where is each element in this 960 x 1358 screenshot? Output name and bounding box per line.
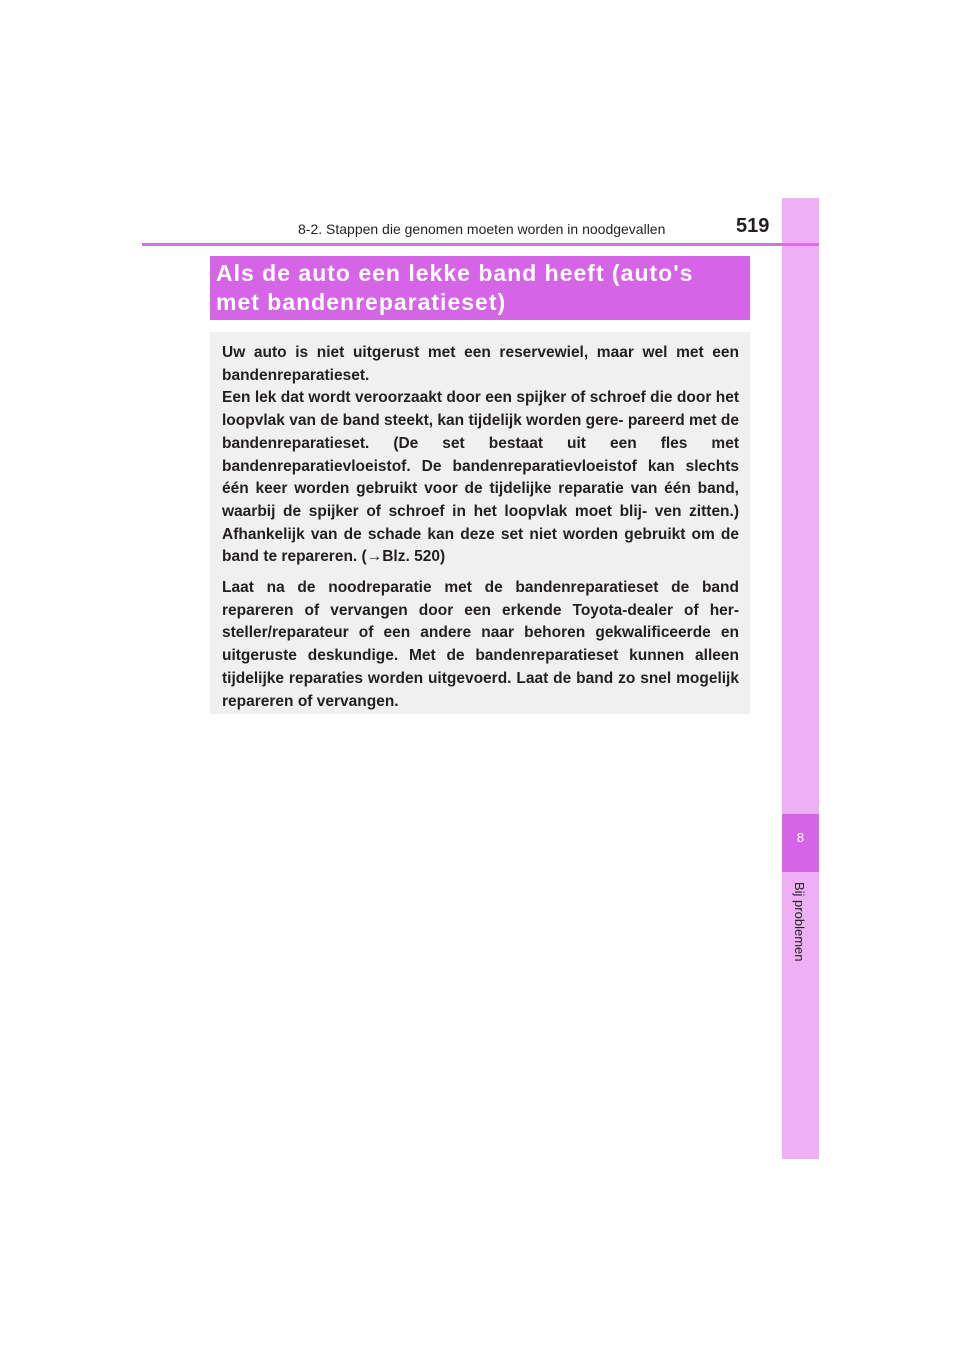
info-paragraph-2: Laat na de noodreparatie met de bandenreparatieset de band repareren of vervangen door een erkende Toyota-dealer of her- steller/reparateur of een andere naar behoren gekwalificeerde en uitgeruste deskundige. Met de bandenreparatieset kunnen alleen tijdelijke reparaties worden uitgevoerd. Laat de band zo snel mogelijk repareren of vervangen. xyxy=(222,579,739,710)
info-intro-text: Uw auto is niet uitgerust met een reservewiel, maar wel met een bandenreparatieset. xyxy=(222,344,739,384)
info-main-text: Een lek dat wordt veroorzaakt door een spijker of schroef die door het loopvlak van de band steekt, kan tijdelijk worden gere- pareerd met de bandenreparatieset. (De set bestaat uit een fles met bandenreparatievloeistof. De bandenreparatievloeistof kan slechts één keer worden gebruikt voor de tijdelijke reparatie van één band, waarbij de spijker of schroef in het loopvlak moet blij- ven zitten.) Afhankelijk van de schade kan deze set niet worden gebruikt om de band te repareren. ( xyxy=(222,389,739,566)
page-reference-link[interactable]: →Blz. 520) xyxy=(366,548,446,566)
chapter-number: 8 xyxy=(796,830,805,845)
section-title: Als de auto een lekke band heeft (auto's met bandenreparatieset) xyxy=(216,260,694,315)
section-header: 8-2. Stappen die genomen moeten worden in noodgevallen xyxy=(298,221,666,237)
info-panel xyxy=(210,332,750,714)
header-divider xyxy=(142,243,819,246)
chapter-side-tab xyxy=(782,198,819,1159)
section-title-banner xyxy=(210,256,750,320)
page-number: 519 xyxy=(736,215,770,237)
chapter-label: Bij problemen xyxy=(792,882,807,962)
info-paragraph-1 xyxy=(222,342,739,569)
